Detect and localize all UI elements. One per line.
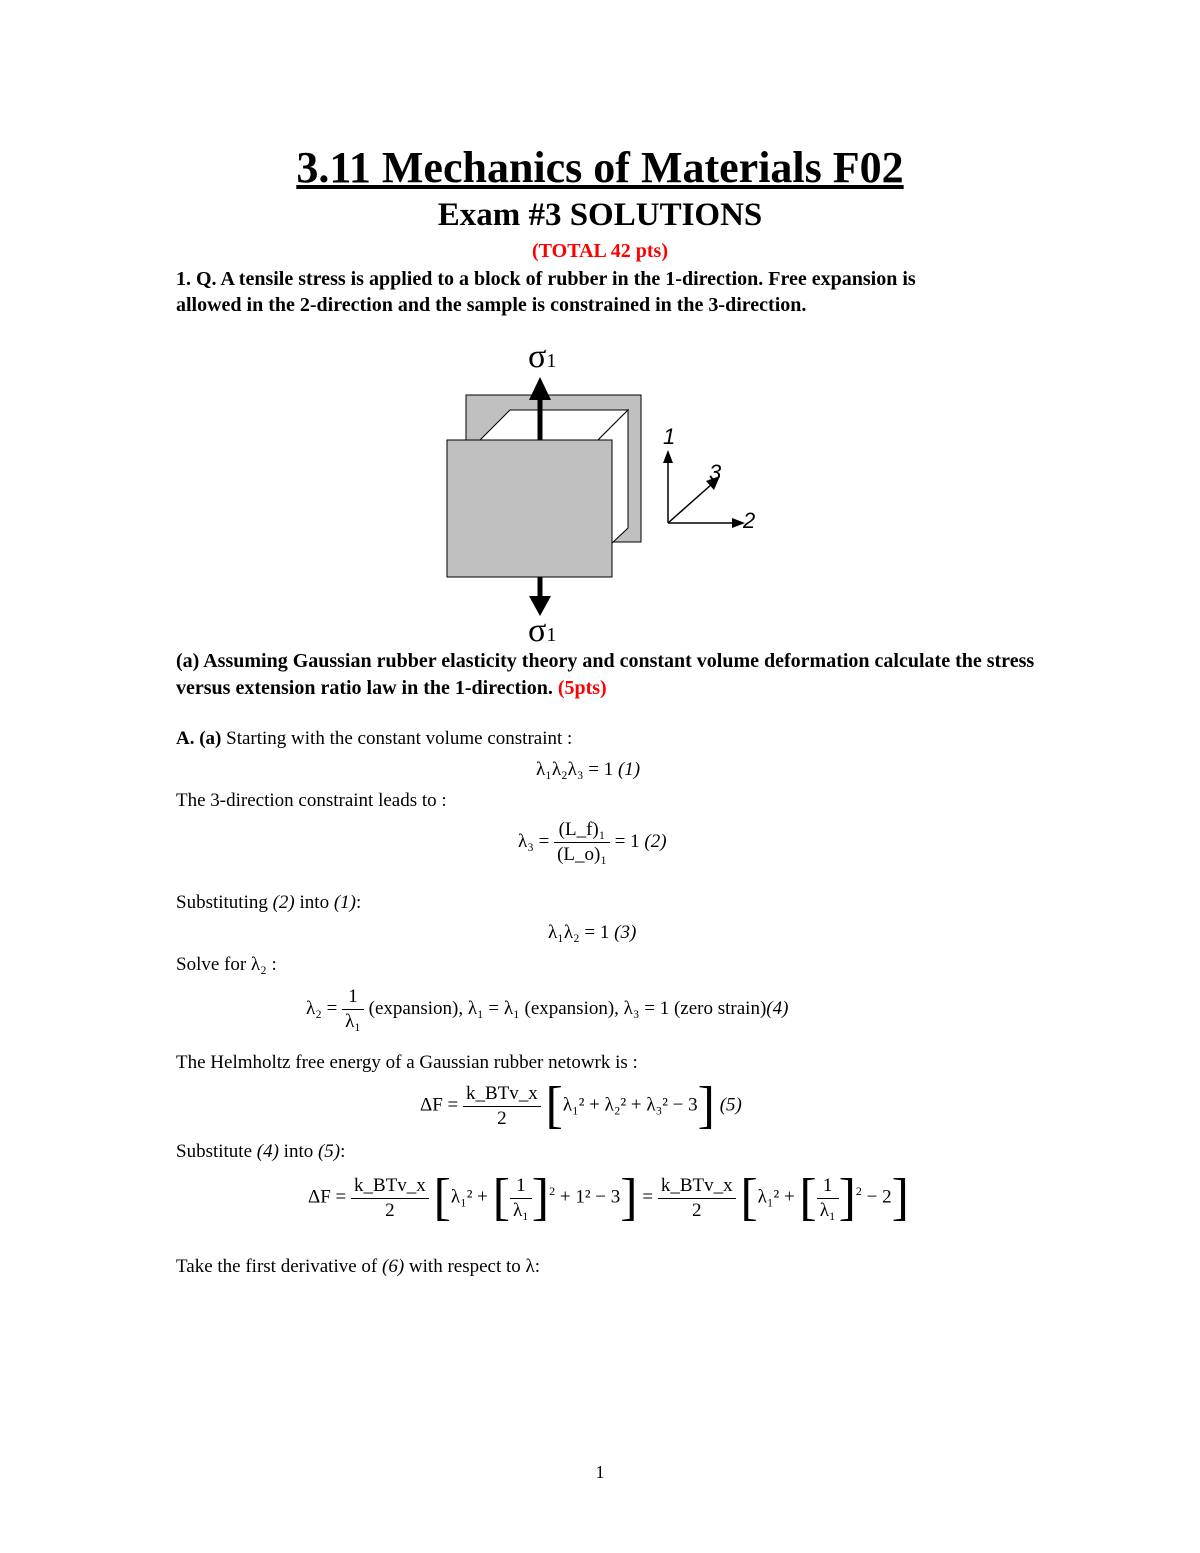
answer-line-constraint: The 3-direction constraint leads to : bbox=[176, 790, 447, 811]
answer-line-substituting: Substituting (2) into (1): bbox=[176, 892, 362, 913]
equation-5: ΔF = $\frac{\text{k\_BTv\_x}}{2}$ [λ₁² + λ₂² + λ₃² − 3] (5) bbox=[420, 1077, 742, 1134]
equation-2: λ₃ = $\frac{\text{(L\_f)₁}}{\text{(L\_o)₁}}$ = 1 (2) bbox=[518, 819, 667, 865]
answer-line-substitute: Substitute (4) into (5): bbox=[176, 1141, 346, 1162]
rubber-block-figure bbox=[430, 340, 790, 650]
part-a-question: (a) Assuming Gaussian rubber elasticity theory and constant volume deformation calculate the stress versus extension ratio law in the 1-direction. (5pts) bbox=[176, 650, 1035, 699]
axis-1-arrow bbox=[663, 450, 673, 463]
question-1-text: 1. Q. A tensile stress is applied to a block of rubber in the 1-direction. Free expansion is allowed in the 2-direction and the sample is constrained in the 3-direction. bbox=[176, 268, 916, 316]
sigma-bottom-label: σ1 bbox=[528, 612, 557, 649]
sigma-top-label: σ1 bbox=[528, 338, 557, 375]
equation-1: λ₁λ₂λ₃ = 1 (1) bbox=[536, 759, 641, 780]
equation-6: ΔF = $\frac{\text{k\_BTv\_x}}{2}$ [λ₁² + [ $\frac{1}{\text{λ₁}}$ ]$^2$ + 1² − 3] = $\frac{\text{k\_BTv\_x}}{2}$ [λ₁² + [ $\frac{1}{\text{λ₁}}$ ]$^2$ − 2] bbox=[308, 1169, 909, 1226]
page-title: 3.11 Mechanics of Materials F02 bbox=[296, 143, 904, 192]
equation-3: λ₁λ₂ = 1 (3) bbox=[548, 922, 637, 943]
axis-3-label: 3 bbox=[709, 460, 722, 485]
part-a-points: (5pts) bbox=[557, 677, 607, 699]
answer-line-helmholtz: The Helmholtz free energy of a Gaussian rubber netowrk is : bbox=[176, 1052, 638, 1073]
axis-1-label: 1 bbox=[663, 424, 676, 449]
answer-intro: A. (a) Starting with the constant volume constraint : bbox=[176, 728, 573, 749]
page-subtitle: Exam #3 SOLUTIONS bbox=[437, 197, 763, 233]
equation-4: λ₂ = $\frac{1}{\text{λ₁}}$ (expansion), λ₁ = λ₁ (expansion), λ₃ = 1 (zero strain)(4) bbox=[306, 986, 789, 1032]
block-front-face bbox=[447, 440, 612, 577]
page-number: 1 bbox=[595, 1462, 605, 1482]
axis-3-line bbox=[668, 484, 712, 523]
answer-line-solve: Solve for λ₂ : bbox=[176, 954, 277, 975]
answer-line-derivative: Take the first derivative of (6) with respect to λ: bbox=[176, 1256, 541, 1277]
total-points: (TOTAL 42 pts) bbox=[532, 240, 668, 262]
top-stress-arrow-head bbox=[529, 377, 551, 400]
axis-2-label: 2 bbox=[743, 508, 756, 533]
